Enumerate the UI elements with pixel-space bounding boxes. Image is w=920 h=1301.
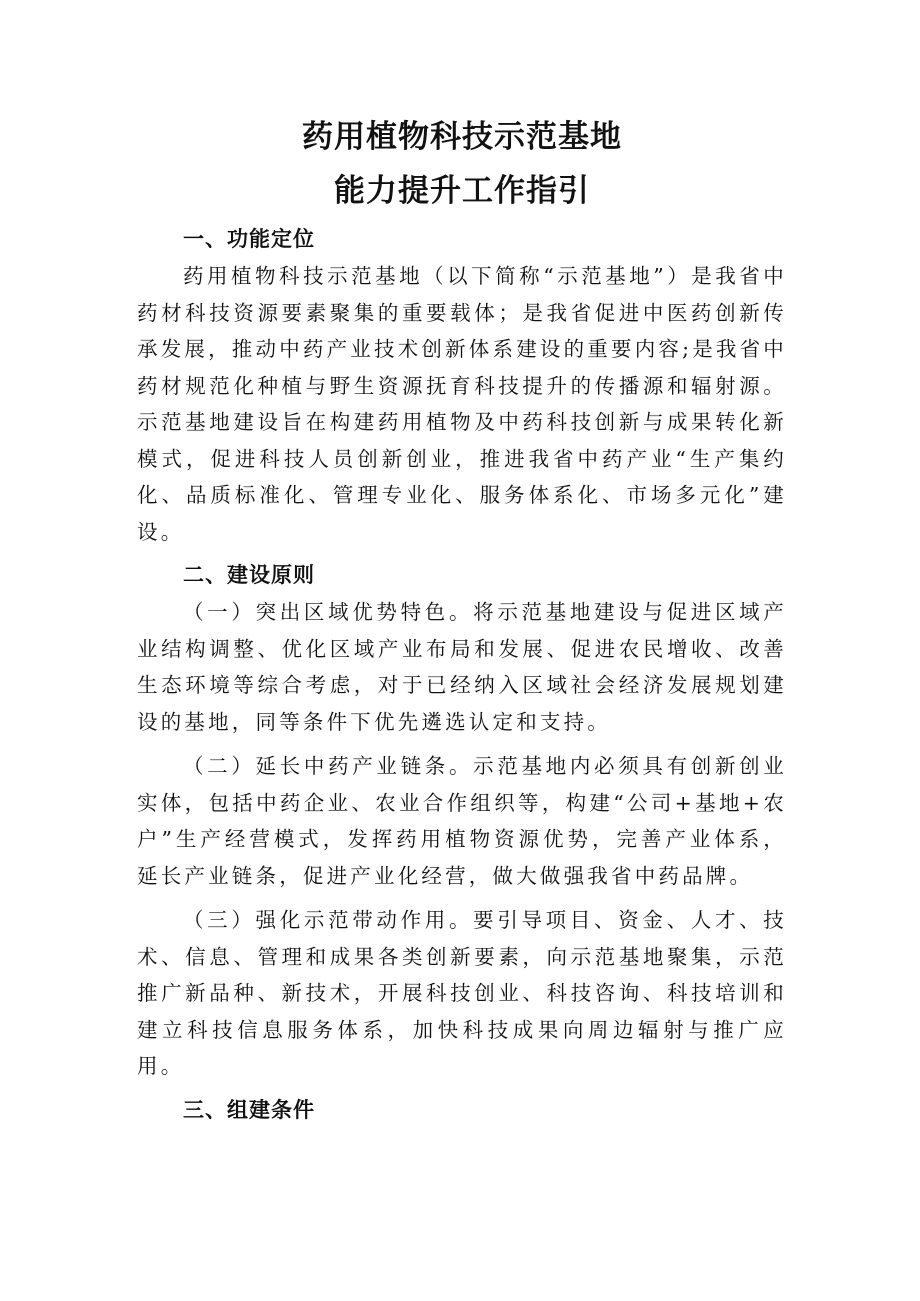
section-heading-2: 二、建设原则: [183, 563, 315, 587]
document-title-line-1: 药用植物科技示范基地: [302, 119, 622, 155]
section-2-paragraph-2: （二）延长中药产业链条。示范基地内必须具有创新创业实体，包括中药企业、农业合作组织等，构建“公司+基地+农户”生产经营模式，发挥药用植物资源优势，完善产业体系，延长产业链条，促进产业化经营，做大做强我省中药品牌。: [137, 754, 787, 888]
section-heading-3: 三、组建条件: [183, 1097, 315, 1122]
section-2-paragraph-1: （一）突出区域优势特色。将示范基地建设与促进区域产业结构调整、优化区域产业布局和发展、促进农民增收、改善生态环境等综合考虑，对于已经纳入区域社会经济发展规划建设的基地，同等条件下优先遴选认定和支持。: [137, 600, 787, 734]
document-page: [137, 110, 787, 1129]
section-2-paragraph-3: （三）强化示范带动作用。要引导项目、资金、人才、技术、信息、管理和成果各类创新要素，向示范基地聚集，示范推广新品种、新技术，开展科技创业、科技咨询、科技培训和建立科技信息服务体系，加快科技成果向周边辐射与推广应用。: [137, 908, 787, 1078]
section-heading-1: 一、功能定位: [183, 227, 315, 251]
document-title-line-2: 能力提升工作指引: [334, 173, 590, 209]
section-1-paragraph-1: 药用植物科技示范基地（以下简称“示范基地”）是我省中药材科技资源要素聚集的重要载体；是我省促进中医药创新传承发展，推动中药产业技术创新体系建设的重要内容;是我省中药材规范化种植与野生资源抚育科技提升的传播源和辐射源。示范基地建设旨在构建药用植物及中药科技创新与成果转化新模式，促进科技人员创新创业，推进我省中药产业“生产集约化、品质标准化、管理专业化、服务体系化、市场多元化”建设。: [137, 264, 788, 544]
